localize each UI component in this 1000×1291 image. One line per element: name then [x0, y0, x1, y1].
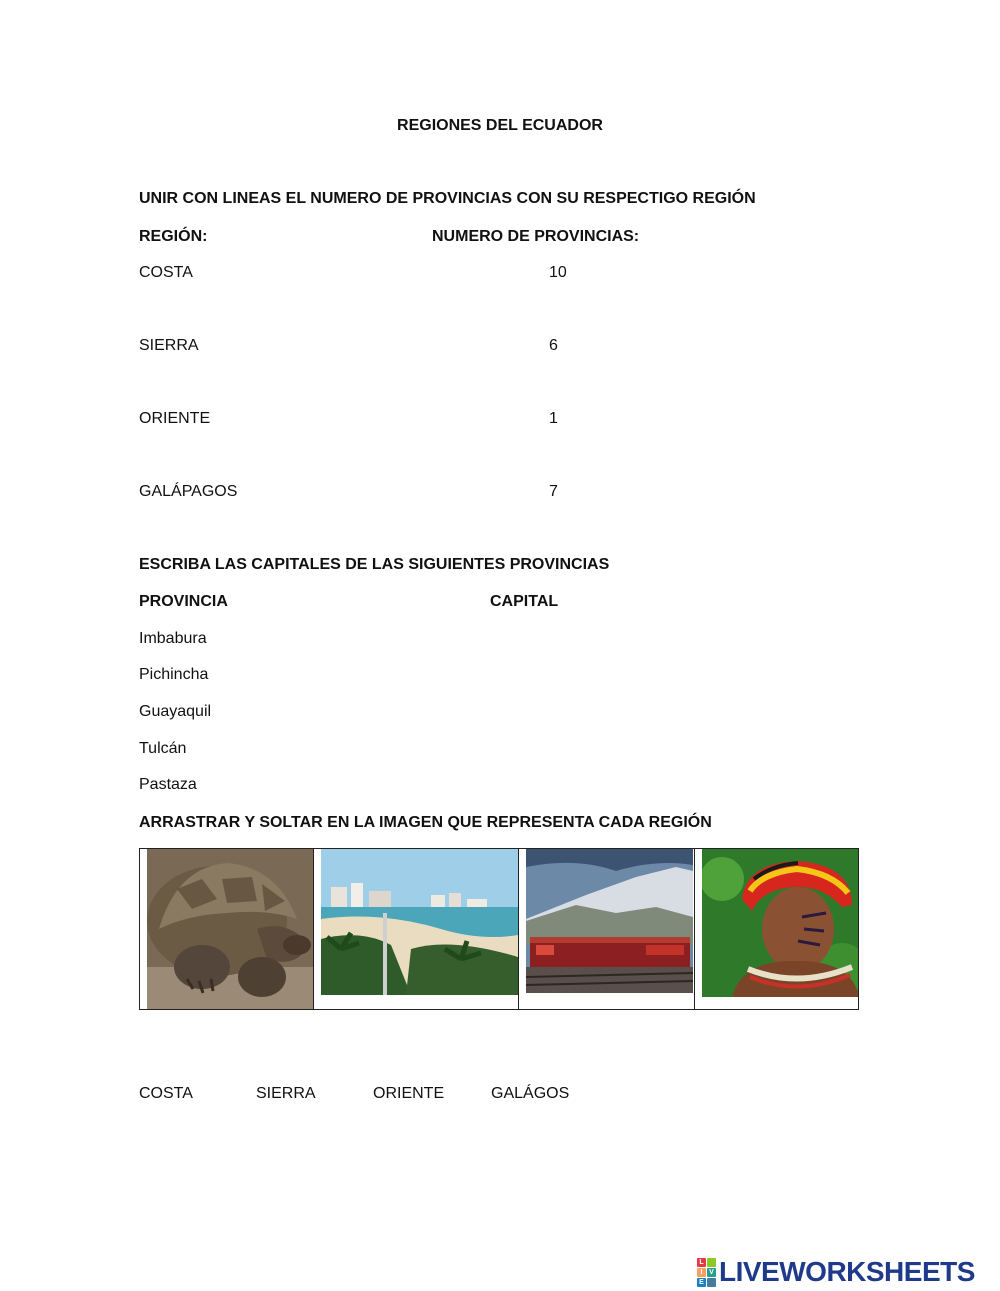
drop-target-image-3[interactable]	[519, 849, 695, 1009]
provincia-column-header: PROVINCIA	[139, 593, 228, 610]
capital-column-header: CAPITAL	[490, 593, 559, 610]
draggable-label-oriente[interactable]: ORIENTE	[373, 1085, 445, 1102]
province-name: Guayaquil	[139, 703, 212, 720]
province-name: Imbabura	[139, 630, 207, 647]
region-label-galapagos[interactable]: GALÁPAGOS	[139, 483, 238, 500]
amazon-native-photo	[702, 849, 858, 997]
section1-instruction: UNIR CON LINEAS EL NUMERO DE PROVINCIAS CON SU RESPECTIGO REGIÓN	[139, 190, 756, 207]
logo-blocks-icon: L I V E	[697, 1258, 716, 1287]
liveworksheets-logo	[697, 1256, 975, 1288]
section2-instruction: ESCRIBA LAS CAPITALES DE LAS SIGUIENTES PROVINCIAS	[139, 556, 610, 573]
draggable-label-sierra[interactable]: SIERRA	[256, 1085, 316, 1102]
draggable-label-costa[interactable]: COSTA	[139, 1085, 193, 1102]
drop-target-image-1[interactable]	[140, 849, 314, 1009]
count-column-header: NUMERO DE PROVINCIAS:	[432, 228, 640, 245]
province-count-3[interactable]: 1	[549, 410, 558, 427]
region-images-table	[139, 848, 859, 1010]
province-name: Pichincha	[139, 666, 209, 683]
draggable-label-galapagos[interactable]: GALÁGOS	[491, 1085, 570, 1102]
region-label-sierra[interactable]: SIERRA	[139, 337, 199, 354]
beach-city-photo	[321, 849, 518, 995]
region-column-header: REGIÓN:	[139, 228, 208, 245]
section3-instruction: ARRASTRAR Y SOLTAR EN LA IMAGEN QUE REPRESENTA CADA REGIÓN	[139, 814, 712, 831]
region-label-costa[interactable]: COSTA	[139, 264, 193, 281]
drop-target-image-2[interactable]	[314, 849, 519, 1009]
province-name: Pastaza	[139, 776, 197, 793]
page-title: REGIONES DEL ECUADOR	[397, 117, 603, 134]
drop-target-image-4[interactable]	[695, 849, 858, 1009]
province-count-4[interactable]: 7	[549, 483, 558, 500]
province-count-2[interactable]: 6	[549, 337, 558, 354]
region-label-oriente[interactable]: ORIENTE	[139, 410, 211, 427]
galapagos-tortoise-photo	[147, 849, 313, 1009]
andes-train-photo	[526, 849, 693, 993]
province-name: Tulcán	[139, 740, 187, 757]
province-count-1[interactable]: 10	[549, 264, 567, 281]
logo-text: LIVEWORKSHEETS	[719, 1256, 975, 1287]
